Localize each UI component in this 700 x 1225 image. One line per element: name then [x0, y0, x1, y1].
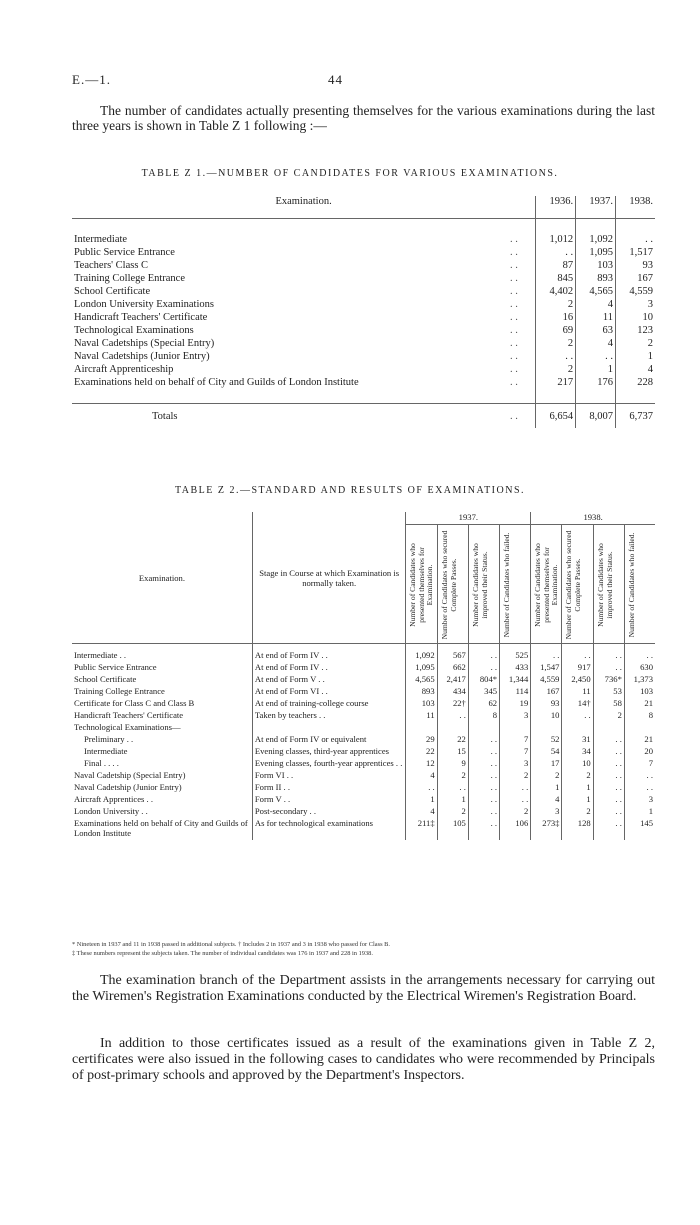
table-row	[72, 285, 655, 298]
z2-1938-value: 1	[562, 782, 593, 794]
z2-1937-value	[468, 722, 499, 734]
z2-exam: Public Service Entrance	[74, 662, 157, 672]
leader-dots: . .	[510, 299, 518, 310]
z2-1938-value: 54	[531, 746, 562, 758]
z2-stage: Evening classes, third-year apprentices	[252, 746, 406, 758]
value-1938: 1,517	[616, 246, 655, 259]
z2-1938-value: 1	[562, 794, 593, 806]
table-row	[72, 644, 655, 663]
z2-1937-value: . .	[468, 662, 499, 674]
z2-exam: Naval Cadetship (Junior Entry)	[74, 782, 182, 792]
paragraph-wiremen: The examination branch of the Department assists in the arrangements necessary for carrying out the Wiremen's Registration Examinations conducted by the Electrical Wiremen's Registration Board.	[72, 973, 655, 1004]
z2-1938-value: 58	[593, 698, 624, 710]
z2-1938-value: . .	[624, 644, 655, 663]
z2-1937-value: 8	[468, 710, 499, 722]
z2-1937-value: 804*	[468, 674, 499, 686]
z2-stage: Taken by teachers . .	[252, 710, 406, 722]
table-row	[72, 806, 655, 818]
z2-exam: Technological Examinations—	[74, 722, 181, 732]
z2-1938-value: 2,450	[562, 674, 593, 686]
value-1937: 1	[576, 363, 616, 376]
table-row	[72, 722, 655, 734]
z2-1937-value: . .	[437, 710, 468, 722]
z2-1938-value: 1,373	[624, 674, 655, 686]
z2-1937-value: 434	[437, 686, 468, 698]
z2-exam: Training College Entrance	[74, 686, 165, 696]
z2-stage: At end of Form V . .	[252, 674, 406, 686]
value-1937: 1,092	[576, 233, 616, 246]
z2-1938-value: . .	[562, 710, 593, 722]
value-1937: . .	[576, 350, 616, 363]
leader-dots: . .	[510, 260, 518, 271]
z2-1937-value: 15	[437, 746, 468, 758]
value-1937: 176	[576, 376, 616, 389]
z2-1937-value: 12	[406, 758, 437, 770]
z2-1938-value: 10	[562, 758, 593, 770]
value-1936: 2	[536, 337, 576, 350]
paragraph-certificates: In addition to those certificates issued as a result of the examinations given in Table Z 2, certificates were also issued in the following cases to candidates who were recommended by Principals of post-primary schools and approved by the Department's Inspectors.	[72, 1036, 655, 1083]
z2-subcol-failed-1937: Number of Candidates who failed.	[500, 525, 531, 644]
z2-1937-value: 9	[437, 758, 468, 770]
value-1936: 87	[536, 259, 576, 272]
z2-1937-value: . .	[468, 806, 499, 818]
z2-1938-value: . .	[593, 794, 624, 806]
value-1936: 16	[536, 311, 576, 324]
z2-exam: School Certificate	[74, 674, 137, 684]
table-row	[72, 298, 655, 311]
footnote-2: ‡ These numbers represent the subjects taken. The number of individual candidates was 176 in 1937 and 228 in 1938.	[72, 950, 373, 957]
value-1937: 103	[576, 259, 616, 272]
z2-1937-value: 22	[406, 746, 437, 758]
z2-1937-value: 2	[500, 770, 531, 782]
z2-1938-value: 2	[531, 770, 562, 782]
z2-1937-value: . .	[406, 782, 437, 794]
z2-1938-value: 52	[531, 734, 562, 746]
z2-stage: At end of training-college course	[252, 698, 406, 710]
z2-exam: Aircraft Apprentices . .	[74, 794, 153, 804]
totals-row	[72, 404, 655, 429]
z2-1937-value	[500, 722, 531, 734]
col-1937: 1937.	[576, 196, 616, 219]
z2-1938-value: 17	[531, 758, 562, 770]
z2-1938-value: . .	[593, 770, 624, 782]
value-1936: 2	[536, 298, 576, 311]
z2-1937-value: 62	[468, 698, 499, 710]
table-row	[72, 350, 655, 363]
z2-1938-value: . .	[624, 770, 655, 782]
table-row	[72, 272, 655, 285]
z2-1937-value: 7	[500, 746, 531, 758]
leader-dots: . .	[508, 404, 536, 429]
z2-1937-value	[437, 722, 468, 734]
table-z1-caption: TABLE Z 1.—NUMBER OF CANDIDATES FOR VARIOUS EXAMINATIONS.	[141, 168, 559, 179]
z2-1937-value: . .	[468, 746, 499, 758]
z2-1938-value: 3	[624, 794, 655, 806]
z2-1937-value: 19	[500, 698, 531, 710]
table-row	[72, 710, 655, 722]
z2-1937-value: 106	[500, 818, 531, 840]
z2-exam: Handicraft Teachers' Certificate	[74, 710, 184, 720]
z2-1938-value	[531, 722, 562, 734]
table-z2-caption: TABLE Z 2.—STANDARD AND RESULTS OF EXAMINATIONS.	[174, 485, 526, 496]
z2-1938-value: 2	[593, 710, 624, 722]
z2-1938-value: 14†	[562, 698, 593, 710]
z2-1937-value: 1,092	[406, 644, 437, 663]
z2-1938-value: 917	[562, 662, 593, 674]
z2-1938-value: 8	[624, 710, 655, 722]
value-1936: 4,402	[536, 285, 576, 298]
value-1936: 2	[536, 363, 576, 376]
table-row	[72, 311, 655, 324]
z2-1937-value: 2	[437, 770, 468, 782]
z2-1937-value: 22	[437, 734, 468, 746]
exam-name: Public Service Entrance	[74, 247, 175, 258]
z2-1938-value: 736*	[593, 674, 624, 686]
col-examination: Examination.	[72, 196, 536, 219]
leader-dots: . .	[510, 377, 518, 388]
exam-name: London University Examinations	[74, 299, 214, 310]
exam-name: Examinations held on behalf of City and Guilds of London Institute	[74, 377, 359, 388]
z2-1938-value: . .	[593, 806, 624, 818]
totals-label: Totals	[72, 404, 508, 429]
z2-stage: Form V . .	[252, 794, 406, 806]
z2-1937-value: 11	[406, 710, 437, 722]
value-1936: . .	[536, 246, 576, 259]
z2-1937-value: 1,095	[406, 662, 437, 674]
value-1938: 167	[616, 272, 655, 285]
z2-1938-value: 4	[531, 794, 562, 806]
z2-subcol-presented-1938: Number of Candidates who presented themselves for Examination.	[531, 525, 562, 644]
table-row	[72, 794, 655, 806]
col-1936: 1936.	[536, 196, 576, 219]
z2-stage: At end of Form IV . .	[252, 662, 406, 674]
z2-1937-value: 2	[437, 806, 468, 818]
z2-stage: At end of Form IV or equivalent	[252, 734, 406, 746]
z2-1938-value: 21	[624, 698, 655, 710]
z2-1938-value: 1,547	[531, 662, 562, 674]
z2-1938-value: 34	[562, 746, 593, 758]
z2-stage: Form II . .	[252, 782, 406, 794]
z2-col-stage: Stage in Course at which Examination is normally taken.	[252, 512, 406, 644]
z2-1937-value: 567	[437, 644, 468, 663]
leader-dots: . .	[510, 273, 518, 284]
z2-1938-value: 7	[624, 758, 655, 770]
z2-exam: Examinations held on behalf of City and Guilds of London Institute	[74, 818, 248, 838]
exam-name: Naval Cadetships (Junior Entry)	[74, 351, 210, 362]
value-1936: 217	[536, 376, 576, 389]
z2-1938-value: 2	[562, 806, 593, 818]
z2-1937-value: 103	[406, 698, 437, 710]
z2-1937-value: 3	[500, 758, 531, 770]
z2-subcol-improved-1938: Number of Candidates who improved their Status.	[593, 525, 624, 644]
z2-stage: Evening classes, fourth-year apprentices . .	[252, 758, 406, 770]
z2-stage: Form VI . .	[252, 770, 406, 782]
table-row	[72, 746, 655, 758]
z2-1937-value: 29	[406, 734, 437, 746]
table-row	[72, 758, 655, 770]
z2-exam: Naval Cadetship (Special Entry)	[74, 770, 186, 780]
z2-1937-value: 433	[500, 662, 531, 674]
exam-name: Aircraft Apprenticeship	[74, 364, 174, 375]
col-1938: 1938.	[616, 196, 655, 219]
table-row	[72, 698, 655, 710]
z2-1937-value: 7	[500, 734, 531, 746]
total-1938: 6,737	[616, 404, 655, 429]
z2-col-examination: Examination.	[72, 512, 252, 644]
z2-1937-value: . .	[468, 818, 499, 840]
z2-1937-value: . .	[468, 758, 499, 770]
z2-stage: At end of Form VI . .	[252, 686, 406, 698]
z2-exam: Final . . . .	[84, 758, 119, 768]
z2-1938-value: . .	[593, 734, 624, 746]
table-row	[72, 734, 655, 746]
leader-dots: . .	[510, 286, 518, 297]
z2-1938-value: . .	[593, 746, 624, 758]
z2-subcol-improved-1937: Number of Candidates who improved their Status.	[468, 525, 499, 644]
table-row	[72, 246, 655, 259]
value-1936: 845	[536, 272, 576, 285]
z2-year-1938: 1938.	[531, 512, 655, 525]
z2-1938-value: 31	[562, 734, 593, 746]
z2-1938-value: 20	[624, 746, 655, 758]
z2-1937-value: 2,417	[437, 674, 468, 686]
table-z2	[72, 512, 655, 840]
value-1938: . .	[616, 233, 655, 246]
value-1938: 4,559	[616, 285, 655, 298]
z2-exam: Intermediate	[84, 746, 128, 756]
z2-1937-value: 22†	[437, 698, 468, 710]
z2-1937-value: 1	[437, 794, 468, 806]
value-1938: 228	[616, 376, 655, 389]
value-1937: 1,095	[576, 246, 616, 259]
z2-1938-value: 167	[531, 686, 562, 698]
exam-name: Teachers' Class C	[74, 260, 149, 271]
z2-1938-value: 2	[562, 770, 593, 782]
z2-1937-value: . .	[500, 782, 531, 794]
total-1937: 8,007	[576, 404, 616, 429]
value-1937: 63	[576, 324, 616, 337]
z2-1938-value: 103	[624, 686, 655, 698]
z2-1938-value	[593, 722, 624, 734]
table-row	[72, 376, 655, 389]
z2-1937-value: 2	[500, 806, 531, 818]
z2-subcol-passes-1937: Number of Candidates who secured Complete Passes.	[437, 525, 468, 644]
z2-1937-value: . .	[468, 782, 499, 794]
z2-exam: Intermediate . .	[74, 650, 127, 660]
z2-1937-value: . .	[468, 734, 499, 746]
leader-dots: . .	[510, 364, 518, 375]
z2-stage	[252, 722, 406, 734]
z2-exam: Preliminary . .	[84, 734, 134, 744]
value-1936: 1,012	[536, 233, 576, 246]
exam-name: Naval Cadetships (Special Entry)	[74, 338, 215, 349]
z2-1937-value: . .	[437, 782, 468, 794]
z2-stage: Post-secondary . .	[252, 806, 406, 818]
leader-dots: . .	[510, 247, 518, 258]
z2-1938-value: 145	[624, 818, 655, 840]
z2-1937-value: . .	[468, 644, 499, 663]
z2-1938-value: 21	[624, 734, 655, 746]
table-row	[72, 363, 655, 376]
table-row	[72, 662, 655, 674]
z2-1938-value: . .	[531, 644, 562, 663]
exam-name: School Certificate	[74, 286, 151, 297]
value-1938: 93	[616, 259, 655, 272]
z2-1938-value: 93	[531, 698, 562, 710]
value-1937: 4	[576, 298, 616, 311]
z2-1937-value: 105	[437, 818, 468, 840]
z2-1938-value: . .	[593, 758, 624, 770]
value-1938: 1	[616, 350, 655, 363]
z2-1937-value: . .	[500, 794, 531, 806]
z2-1938-value	[562, 722, 593, 734]
z2-1937-value: 893	[406, 686, 437, 698]
table-row	[72, 337, 655, 350]
exam-name: Handicraft Teachers' Certificate	[74, 312, 208, 323]
z2-1938-value: 4,559	[531, 674, 562, 686]
z2-1938-value: . .	[593, 662, 624, 674]
footnote-1: * Nineteen in 1937 and 11 in 1938 passed in additional subjects. † Includes 2 in 1937 and 3 in 1938 who passed for Class B.	[72, 941, 391, 948]
leader-dots: . .	[510, 338, 518, 349]
table-row	[72, 770, 655, 782]
leader-dots: . .	[510, 312, 518, 323]
z2-1937-value: 4,565	[406, 674, 437, 686]
z2-stage: As for technological examinations	[252, 818, 406, 840]
value-1937: 4	[576, 337, 616, 350]
value-1938: 4	[616, 363, 655, 376]
value-1936: 69	[536, 324, 576, 337]
value-1938: 10	[616, 311, 655, 324]
page-number: 44	[328, 72, 343, 87]
value-1936: . .	[536, 350, 576, 363]
table-row	[72, 686, 655, 698]
exam-name: Technological Examinations	[74, 325, 194, 336]
z2-1937-value: 1,344	[500, 674, 531, 686]
z2-1938-value: 128	[562, 818, 593, 840]
leader-dots: . .	[510, 325, 518, 336]
z2-subcol-presented-1937: Number of Candidates who presented themselves for Examination.	[406, 525, 437, 644]
z2-1938-value: 53	[593, 686, 624, 698]
value-1937: 11	[576, 311, 616, 324]
z2-1938-value: . .	[562, 644, 593, 663]
header-left: E.—1.	[72, 72, 111, 87]
z2-1937-value: 662	[437, 662, 468, 674]
z2-1938-value: 3	[531, 806, 562, 818]
z2-1937-value: 345	[468, 686, 499, 698]
z2-subcol-failed-1938: Number of Candidates who failed.	[624, 525, 655, 644]
z2-exam: Certificate for Class C and Class B	[74, 698, 195, 708]
z2-year-1937: 1937.	[406, 512, 531, 525]
exam-name: Intermediate	[74, 234, 128, 245]
leader-dots: . .	[510, 234, 518, 245]
leader-dots: . .	[510, 351, 518, 362]
z2-1938-value: . .	[624, 782, 655, 794]
z2-1937-value: . .	[468, 770, 499, 782]
table-row	[72, 674, 655, 686]
value-1937: 893	[576, 272, 616, 285]
value-1937: 4,565	[576, 285, 616, 298]
table-row	[72, 782, 655, 794]
value-1938: 2	[616, 337, 655, 350]
z2-1938-value: 1	[624, 806, 655, 818]
z2-1938-value: 11	[562, 686, 593, 698]
total-1936: 6,654	[536, 404, 576, 429]
z2-1938-value	[624, 722, 655, 734]
z2-1938-value: . .	[593, 782, 624, 794]
z2-1937-value: 4	[406, 806, 437, 818]
z2-stage: At end of Form IV . .	[252, 644, 406, 663]
z2-1937-value: 114	[500, 686, 531, 698]
z2-1937-value: 3	[500, 710, 531, 722]
z2-1937-value: 525	[500, 644, 531, 663]
table-row	[72, 818, 655, 840]
table-row	[72, 324, 655, 337]
exam-name: Training College Entrance	[74, 273, 186, 284]
z2-1937-value	[406, 722, 437, 734]
z2-1938-value: 1	[531, 782, 562, 794]
z2-1938-value: 273‡	[531, 818, 562, 840]
z2-1938-value: 10	[531, 710, 562, 722]
z2-exam: London University . .	[74, 806, 148, 816]
z2-1937-value: 1	[406, 794, 437, 806]
intro-paragraph: The number of candidates actually presenting themselves for the various examinations during the last three years is shown in Table Z 1 following :—	[72, 103, 655, 133]
z2-1938-value: . .	[593, 818, 624, 840]
value-1938: 123	[616, 324, 655, 337]
z2-1937-value: . .	[468, 794, 499, 806]
table-row	[72, 233, 655, 246]
z2-subcol-passes-1938: Number of Candidates who secured Complete Passes.	[562, 525, 593, 644]
z2-1937-value: 4	[406, 770, 437, 782]
value-1938: 3	[616, 298, 655, 311]
z2-1938-value: . .	[593, 644, 624, 663]
table-z1	[72, 196, 655, 428]
table-row	[72, 259, 655, 272]
z2-1937-value: 211‡	[406, 818, 437, 840]
z2-1938-value: 630	[624, 662, 655, 674]
